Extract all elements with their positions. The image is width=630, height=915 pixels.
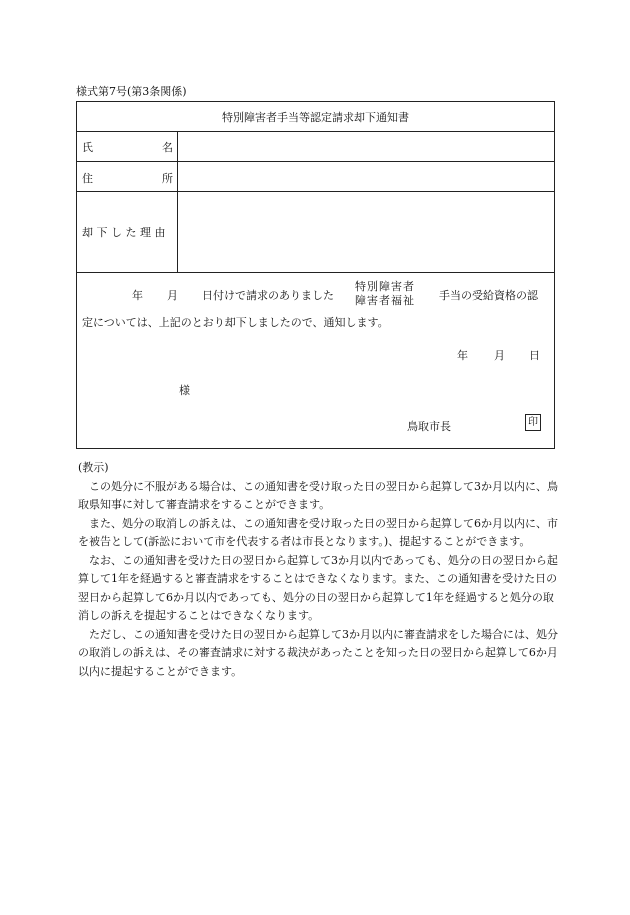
notes-paragraph: また、処分の取消しの訴えは、この通知書を受け取った日の翌日から起算して6か月以内に、市を被告として(訴訟において市を代表する者は市長となります。)、提起することができます。 (78, 516, 558, 548)
allowance-type-stack (355, 280, 415, 308)
allowance-type-bottom: 障害者福祉 (355, 294, 415, 307)
allowance-type-top: 特別障害者 (355, 280, 415, 293)
date-year-label: 年 (457, 349, 468, 362)
rejection-reason-label: 却 下 し た 理 由 (82, 226, 166, 239)
column-divider (177, 131, 178, 272)
divider (77, 272, 554, 273)
year-blank-label: 年 (132, 289, 143, 302)
notice-body-line-1 (77, 278, 554, 310)
divider (77, 161, 554, 162)
form-number-label: 様式第7号(第3条関係) (76, 85, 187, 98)
name-label-left: 氏 (82, 141, 93, 154)
request-text: 日付けで請求のありました (202, 289, 334, 302)
notes-paragraph: なお、この通知書を受けた日の翌日から起算して3か月以内であっても、処分の日の翌日から起算して1年を経過すると審査請求をすることはできなくなります。また、この通知書を受けた日の翌日から起算して6か月以内であっても、処分の日の翌日から起算して1年を経過すると処分の取消しの訴えを提起することはできなくなります。 (78, 553, 558, 622)
instruction-notes (78, 459, 558, 681)
notice-form-table (76, 101, 555, 449)
issuer-name: 鳥取市長 (407, 420, 451, 433)
date-day-label: 日 (529, 349, 540, 362)
month-blank-label: 月 (167, 289, 178, 302)
notes-heading: (教示) (78, 461, 109, 474)
name-label-right: 名 (162, 141, 173, 154)
address-label-right: 所 (162, 172, 173, 185)
eligibility-text: 手当の受給資格の認 (439, 289, 538, 302)
address-label-left: 住 (82, 172, 93, 185)
form-title: 特別障害者手当等認定請求却下通知書 (222, 111, 409, 124)
date-month-label: 月 (494, 349, 505, 362)
notice-body-line-2: 定については、上記のとおり却下しましたので、通知します。 (82, 316, 389, 329)
notes-paragraph: この処分に不服がある場合は、この通知書を受け取った日の翌日から起算して3か月以内に、鳥取県知事に対して審査請求をすることができます。 (78, 479, 558, 511)
divider (77, 191, 554, 192)
seal-stamp: 印 (525, 414, 541, 431)
notes-paragraph: ただし、この通知書を受けた日の翌日から起算して3か月以内に審査請求をした場合には、処分の取消しの訴えは、その審査請求に対する裁決があったことを知った日の翌日から起算して6か月以内に提起することができます。 (78, 627, 558, 678)
recipient-honorific: 様 (179, 384, 190, 397)
divider (77, 131, 554, 132)
